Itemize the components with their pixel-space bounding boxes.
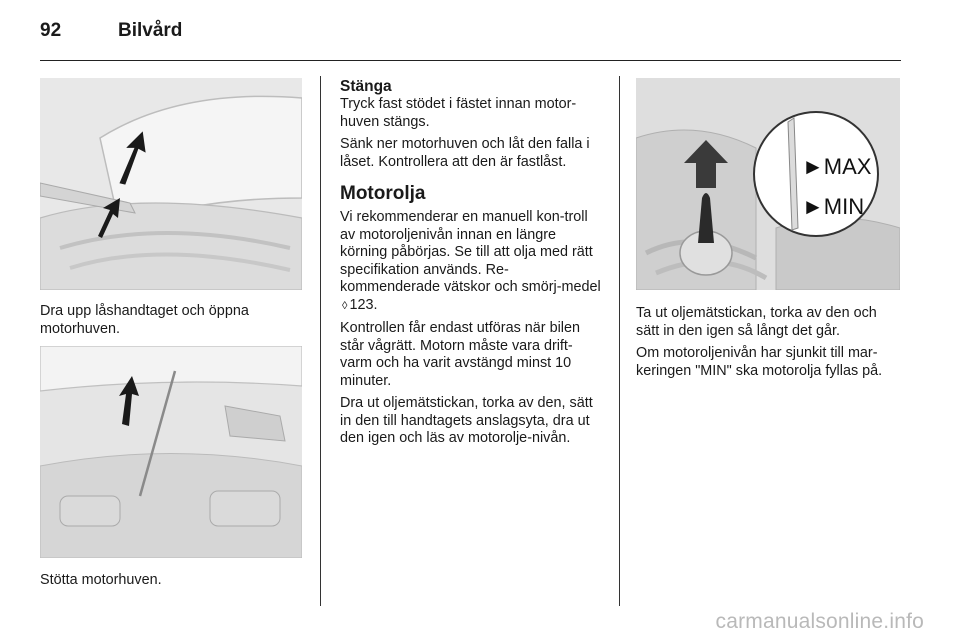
paragraph-oil-2: Kontrollen får endast utföras när bilen står vågrätt. Motorn måste vara drift-varm och ha varit avstängd minst 10 minuter.	[340, 320, 580, 389]
heading-motorolja: Motorolja	[340, 183, 426, 204]
heading-stanga: Stänga	[340, 78, 392, 95]
dipstick-max-label: ►MAX	[802, 154, 872, 179]
paragraph-dipstick-2: Om motoroljenivån har sjunkit till mar-keringen "MIN" ska motorolja fyllas på.	[636, 345, 883, 379]
right-column-text	[636, 305, 902, 385]
paragraph-oil-1-text: Vi rekommenderar en manuell kon-troll av motoroljenivån innan en längre körning påbörjas. Se till att olja med rätt specifikation används. Re-kommenderade vätskor och smörj-medel	[340, 209, 601, 295]
illustration-dipstick	[636, 78, 900, 290]
column-divider-left	[320, 76, 321, 606]
paragraph-close-2: Sänk ner motorhuven och låt den falla i låset. Kontrollera att den är fastlåst.	[340, 136, 590, 170]
caption-support-hood: Stötta motorhuven.	[40, 572, 162, 588]
page-reference-link[interactable]: 123.	[349, 296, 378, 313]
paragraph-oil-1	[340, 209, 602, 315]
paragraph-close-1: Tryck fast stödet i fästet innan motor-huven stängs.	[340, 96, 577, 130]
dipstick-min-label: ►MIN	[802, 194, 865, 219]
column-divider-right	[619, 76, 620, 606]
illustration-hood-support	[40, 346, 302, 558]
page-title: Bilvård	[118, 20, 183, 41]
page-reference-icon: ◊	[342, 299, 348, 312]
header-rule	[40, 60, 901, 61]
watermark: carmanualsonline.info	[715, 610, 924, 633]
illustration-hood-latch	[40, 78, 302, 290]
caption-open-hood: Dra upp låshandtaget och öppna motorhuven.	[40, 303, 249, 337]
page-number: 92	[40, 20, 62, 41]
middle-column	[340, 78, 602, 453]
paragraph-dipstick-1: Ta ut oljemätstickan, torka av den och sätt in den igen så långt det går.	[636, 305, 877, 339]
paragraph-oil-3: Dra ut oljemätstickan, torka av den, sätt in den till handtagets anslagsyta, dra ut den igen och läs av motorolje-nivån.	[340, 395, 593, 446]
